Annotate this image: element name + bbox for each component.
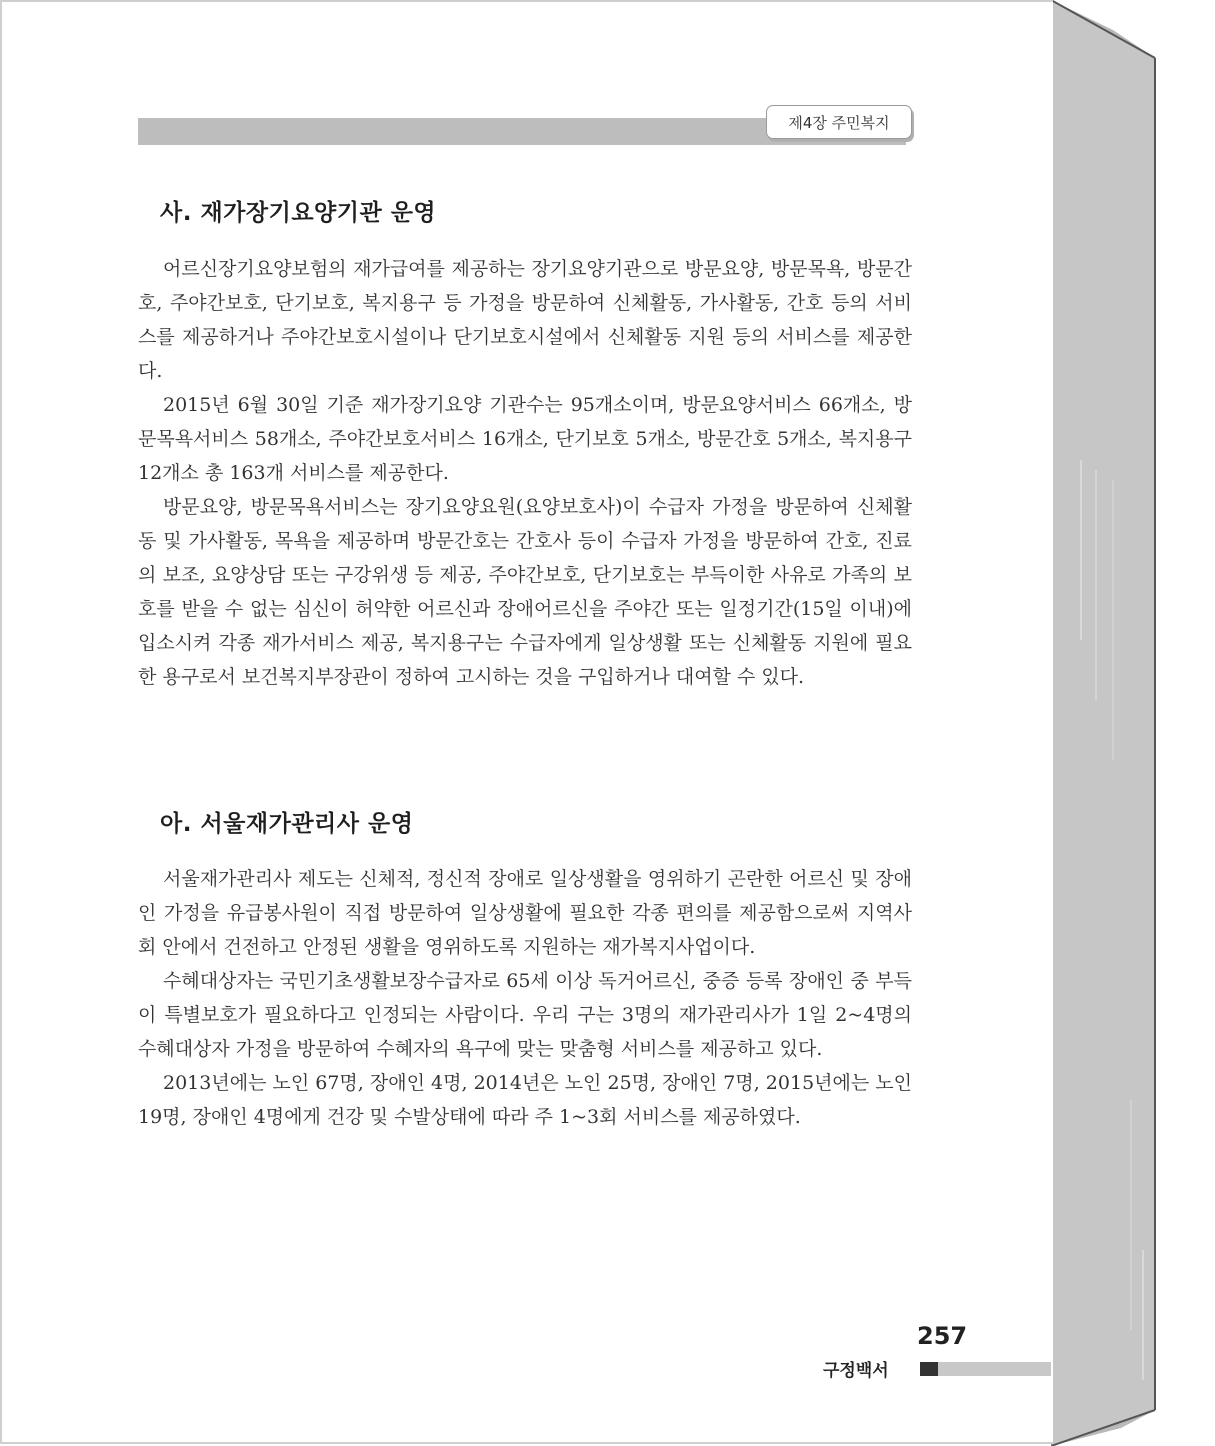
section-title-a: 아. 서울재가관리사 운영 bbox=[160, 811, 414, 837]
section-title-sa: 사. 재가장기요양기관 운영 bbox=[160, 200, 437, 226]
footer-bar-light bbox=[938, 1362, 1051, 1376]
chapter-label: 제4장 주민복지 bbox=[788, 113, 890, 132]
book-page-stack bbox=[1051, 0, 1215, 1446]
paragraph: 2013년에는 노인 67명, 장애인 4명, 2014년은 노인 25명, 장애인 7명, 2015년에는 노인 19명, 장애인 4명에게 건강 및 수발상태에 따라 주 1~3회 서비스를 제공하였다. bbox=[138, 1072, 912, 1128]
section-body-a bbox=[138, 862, 912, 1134]
page-number: 257 bbox=[917, 1322, 968, 1350]
paragraph: 어르신장기요양보험의 재가급여를 제공하는 장기요양기관으로 방문요양, 방문목욕, 방문간호, 주야간보호, 단기보호, 복지용구 등 가정을 방문하여 신체활동, 가사활동, 간호 등의 서비스를 제공하거나 주야간보호시설이나 단기보호시설에서 신체활동 지원 등의 서비스를 제공한다. bbox=[138, 258, 912, 382]
footer-bar-dark bbox=[920, 1362, 938, 1376]
chapter-tab bbox=[766, 105, 912, 139]
paragraph: 방문요양, 방문목욕서비스는 장기요양요원(요양보호사)이 수급자 가정을 방문하여 신체활동 및 가사활동, 목욕을 제공하며 방문간호는 간호사 등이 수급자 가정을 방문하여 간호, 진료의 보조, 요양상담 또는 구강위생 등 제공, 주야간보호, 단기보호는 부득이한 사유로 가족의 보호를 받을 수 없는 심신이 허약한 어르신과 장애어르신을 주야간 또는 일정기간(15일 이내)에 입소시켜 각종 재가서비스 제공, 복지용구는 수급자에게 일상생활 또는 신체활동 지원에 필요한 용구로서 보건복지부장관이 정하여 고시하는 것을 구입하거나 대여할 수 있다. bbox=[138, 496, 912, 688]
paragraph: 서울재가관리사 제도는 신체적, 정신적 장애로 일상생활을 영위하기 곤란한 어르신 및 장애인 가정을 유급봉사원이 직접 방문하여 일상생활에 필요한 각종 편의를 제공함으로써 지역사회 안에서 건전하고 안정된 생활을 영위하도록 지원하는 재가복지사업이다. bbox=[138, 868, 912, 958]
paragraph: 2015년 6월 30일 기준 재가장기요양 기관수는 95개소이며, 방문요양서비스 66개소, 방문목욕서비스 58개소, 주야간보호서비스 16개소, 단기보호 5개소, 방문간호 5개소, 복지용구 12개소 총 163개 서비스를 제공한다. bbox=[138, 394, 912, 484]
section-body-sa bbox=[138, 252, 912, 694]
paragraph: 수혜대상자는 국민기초생활보장수급자로 65세 이상 독거어르신, 중증 등록 장애인 중 부득이 특별보호가 필요하다고 인정되는 사람이다. 우리 구는 3명의 재가관리사가 1일 2~4명의 수혜대상자 가정을 방문하여 수혜자의 욕구에 맞는 맞춤형 서비스를 제공하고 있다. bbox=[138, 970, 912, 1060]
book-title: 구정백서 bbox=[823, 1361, 889, 1381]
